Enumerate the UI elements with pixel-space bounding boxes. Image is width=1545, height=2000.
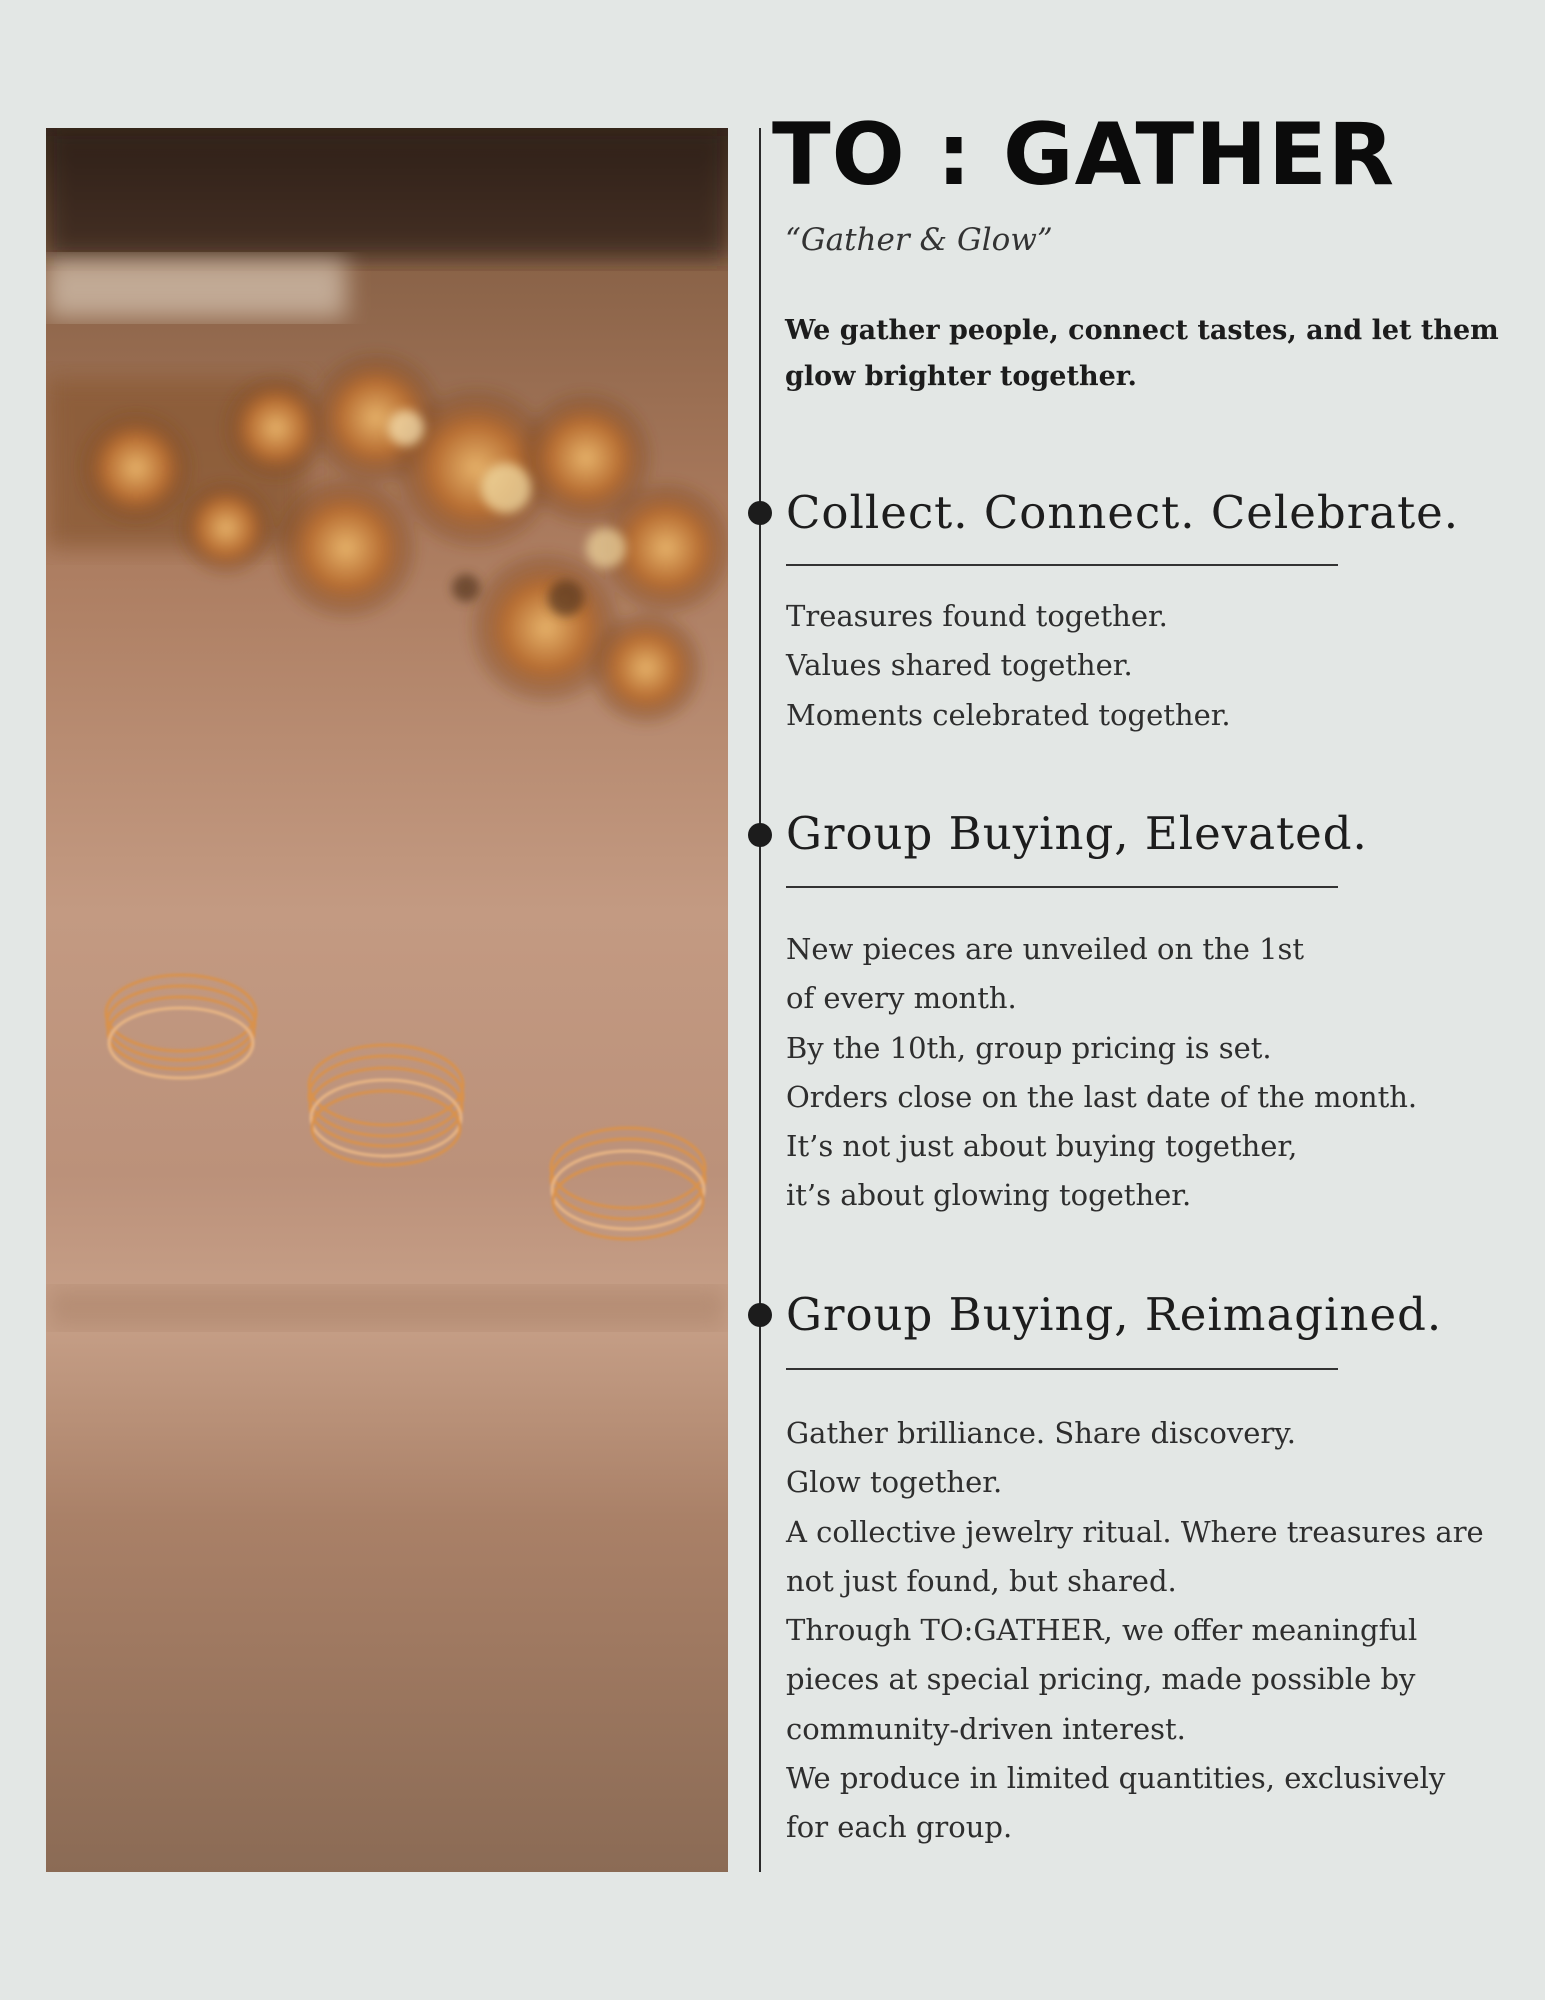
- timeline-dot: [748, 501, 772, 525]
- section-line: pieces at special pricing, made possible by: [786, 1662, 1416, 1697]
- gold-rings-photo: [46, 128, 728, 1872]
- timeline-line: [759, 128, 761, 1872]
- section-line: We produce in limited quantities, exclusively: [786, 1761, 1446, 1796]
- timeline-dot: [748, 1303, 772, 1327]
- timeline-dot: [748, 823, 772, 847]
- section-title: Group Buying, Elevated.: [786, 807, 1368, 860]
- section-body: [786, 925, 1506, 1221]
- section-line: By the 10th, group pricing is set.: [786, 1030, 1272, 1065]
- intro-text: We gather people, connect tastes, and let them glow brighter together.: [785, 315, 1499, 392]
- section-line: A collective jewelry ritual. Where treasures are: [786, 1514, 1484, 1549]
- section-body: [786, 592, 1506, 740]
- section-line: it’s about glowing together.: [786, 1178, 1192, 1213]
- section-title: Group Buying, Reimagined.: [786, 1288, 1443, 1341]
- section-line: Through TO:GATHER, we offer meaningful: [786, 1613, 1418, 1648]
- section-divider: [786, 564, 1338, 566]
- section-line: community-driven interest.: [786, 1711, 1186, 1746]
- section-line: It’s not just about buying together,: [786, 1129, 1298, 1164]
- section-divider: [786, 886, 1338, 888]
- section-divider: [786, 1368, 1338, 1370]
- section-line: Orders close on the last date of the month.: [786, 1079, 1418, 1114]
- section-line: Gather brilliance. Share discovery.: [786, 1416, 1297, 1450]
- section-title: Collect. Connect. Celebrate.: [786, 486, 1460, 539]
- section-line: of every month.: [786, 981, 1017, 1016]
- section-line: Values shared together.: [786, 648, 1133, 683]
- section-line: for each group.: [786, 1810, 1013, 1845]
- brand-title: TO : GATHER: [772, 105, 1396, 205]
- section-line: Moments celebrated together.: [786, 697, 1231, 732]
- section-line: New pieces are unveiled on the 1st: [786, 932, 1305, 966]
- tagline: “Gather & Glow”: [785, 222, 1053, 258]
- section-line: not just found, but shared.: [786, 1563, 1177, 1598]
- section-body: [786, 1409, 1506, 1853]
- section-line: Glow together.: [786, 1465, 1003, 1500]
- section-line: Treasures found together.: [786, 599, 1168, 633]
